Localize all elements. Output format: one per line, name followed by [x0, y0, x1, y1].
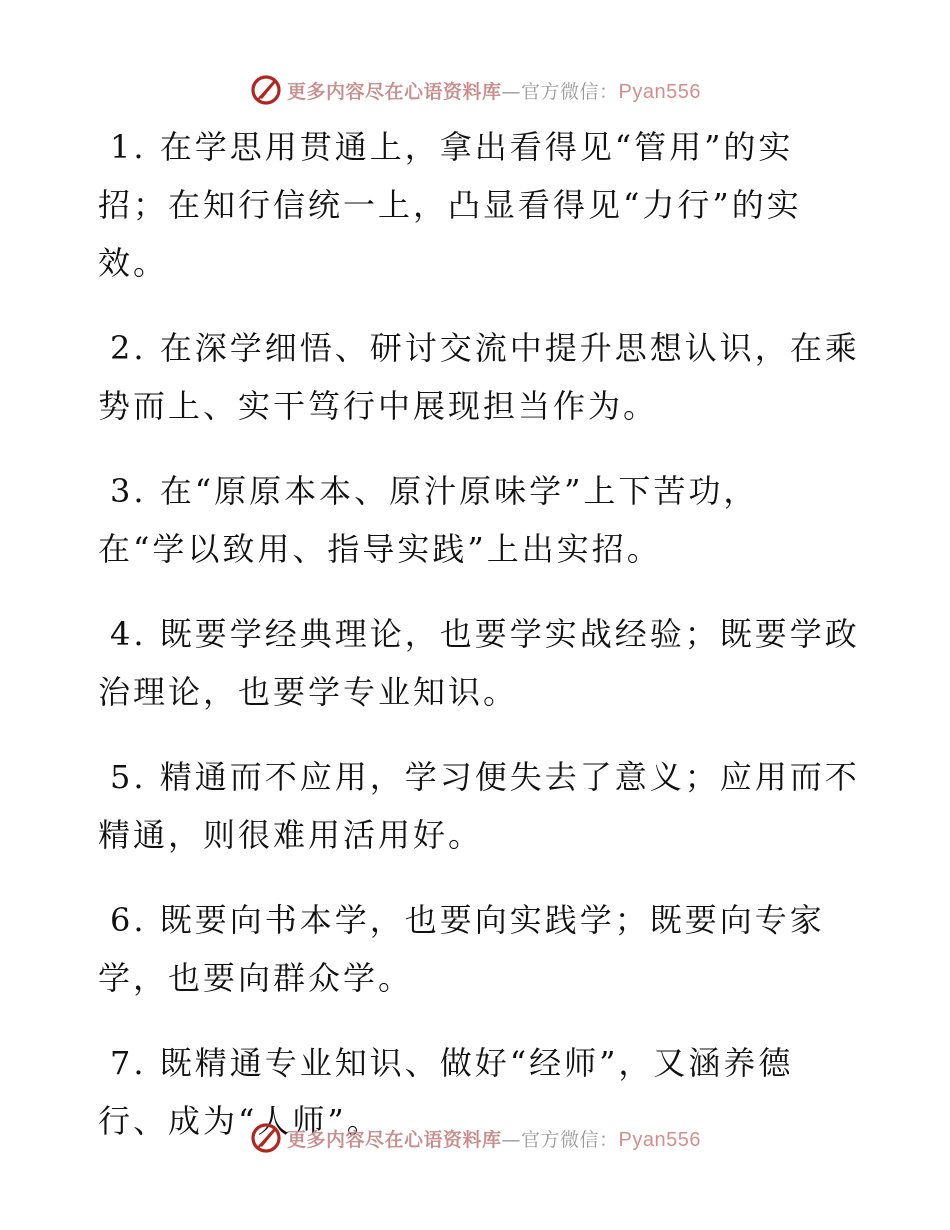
item-line: 治理论，也要学专业知识。 — [98, 673, 519, 711]
watermark-dash: — — [501, 80, 522, 103]
item-line: 学，也要向群众学。 — [98, 959, 414, 997]
item-line: 5. 精通而不应用，学习便失去了意义；应用而不 — [110, 758, 860, 796]
item-line: 7. 既精通专业知识、做好“经师”，又涵养德 — [110, 1044, 794, 1082]
list-item-3 — [98, 462, 838, 578]
item-line: 势而上、实干笃行中展现担当作为。 — [98, 387, 659, 425]
quill-pen-logo-icon — [249, 73, 283, 107]
list-item-5 — [98, 748, 860, 864]
watermark-footer — [0, 1118, 950, 1158]
item-line: 3. 在“原原本本、原汁原味学”上下苦功， — [110, 472, 759, 510]
item-line: 行、成为“人师”。 — [98, 1102, 382, 1140]
watermark-label: 官方微信： — [521, 80, 619, 103]
item-line: 2. 在深学细悟、研讨交流中提升思想认识，在乘 — [110, 329, 860, 367]
item-line: 招；在知行信统一上，凸显看得见“力行”的实 — [98, 186, 802, 224]
quill-pen-logo-icon — [249, 1121, 283, 1155]
item-line: 1. 在学思用贯通上，拿出看得见“管用”的实 — [110, 128, 794, 166]
watermark-wechat-id: Pyan556 — [618, 80, 701, 103]
item-line: 在“学以致用、指导实践”上出实招。 — [98, 530, 662, 568]
item-line: 效。 — [98, 244, 169, 282]
document-body — [98, 118, 860, 1177]
watermark-label: 官方微信： — [521, 1128, 619, 1151]
list-item-1 — [98, 118, 838, 292]
watermark-main-text: 更多内容尽在心语资料库 — [287, 80, 502, 103]
list-item-4 — [98, 605, 860, 721]
list-item-6 — [98, 891, 838, 1007]
watermark-dash: — — [501, 1128, 522, 1151]
list-item-2 — [98, 319, 860, 435]
watermark-wechat-id: Pyan556 — [618, 1128, 701, 1151]
item-line: 4. 既要学经典理论，也要学实战经验；既要学政 — [110, 615, 860, 653]
item-line: 6. 既要向书本学，也要向实践学；既要向专家 — [110, 901, 825, 939]
item-line: 精通，则很难用活用好。 — [98, 816, 484, 854]
watermark-main-text: 更多内容尽在心语资料库 — [287, 1128, 502, 1151]
watermark-header — [0, 70, 950, 110]
